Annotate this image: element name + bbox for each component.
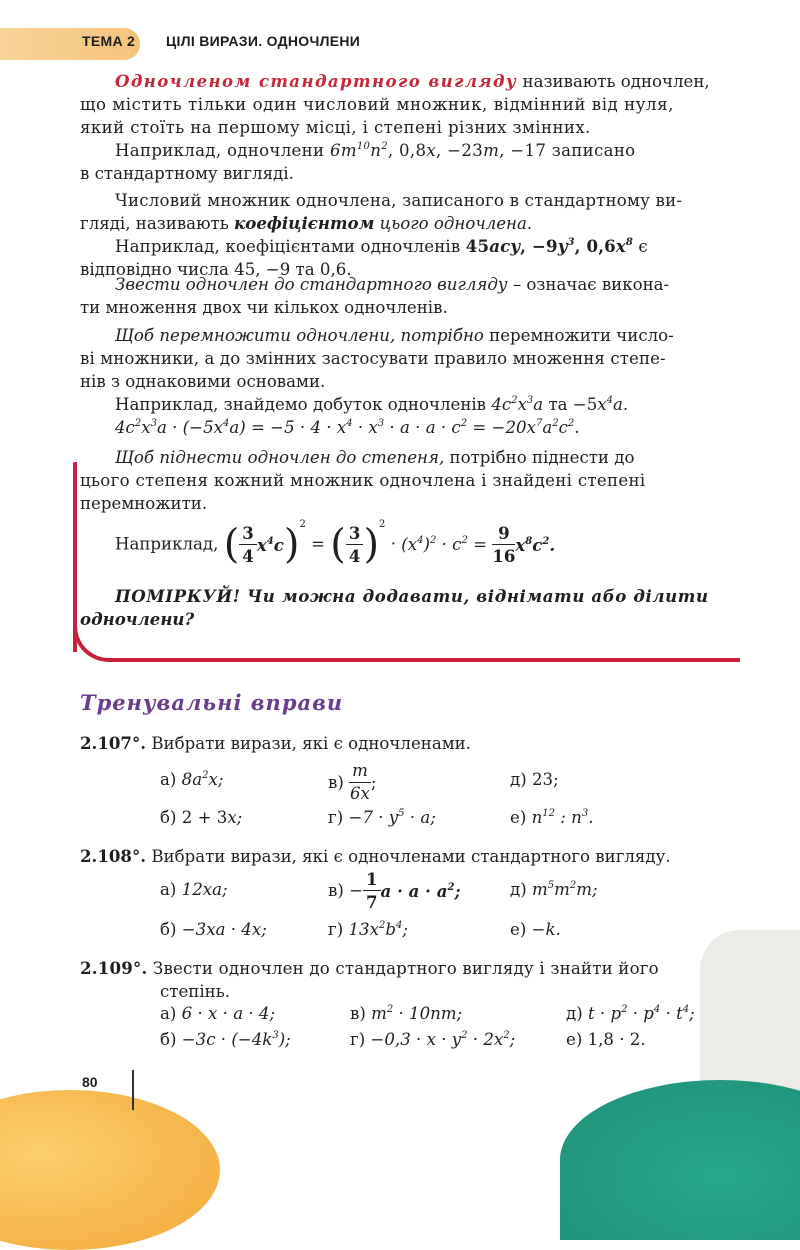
math: , 0,6 [574,236,616,256]
text: , −17 записано [499,141,636,160]
text-line: ти множення двох чи кількох одночленів. [80,298,448,317]
option: б) 2 + 3x; [160,808,243,827]
math: m [483,141,500,160]
text-line: що містить тільки один числовий множник, відмінний від нуля, [80,95,674,114]
text: Щоб піднести одночлен до степеня, [115,448,445,467]
math: $(x^4)^2 \cdot c^2$ = [401,534,493,554]
exercise-number: 2.107°. [80,733,147,753]
example-line [115,139,635,162]
option: в) $\frac{m}{6x}$ ; [328,761,377,803]
math: $x^4c$ [256,534,284,555]
decorative-blob-green [560,1080,800,1240]
exercise-number: 2.108°. [80,846,147,866]
exercise-text: Звести одночлен до стандартного вигляду і знайти його [152,959,659,978]
option: е) −k. [510,920,561,939]
text-line: в стандартному вигляді. [80,164,294,183]
option: е) 1,8 · 2. [566,1030,646,1049]
paren: ) [283,521,300,568]
text: Наприклад, знайдемо добуток одночленів [115,395,492,414]
math: $x^4a$. [597,395,629,414]
text: називають одночлен, [517,72,710,91]
accent-bar-bottom [130,658,740,662]
math: $6m^{10}n^2$ [329,141,388,160]
option: е) $n^{12}$ : $n^3$. [510,808,594,827]
option: д) $m^5m^2m$; [510,880,598,899]
think-question: ПОМІРКУЙ! Чи можна додавати, віднімати або ділити [115,586,709,606]
option: $б) -3c \cdot (-4k^3)$; [160,1030,291,1049]
math: 45 [465,236,490,256]
definition-term: Одночленом стандартного вигляду [115,71,518,91]
page-number: 80 [82,1074,98,1090]
exercise-text: Вибрати вирази, які є одночленами стандартного вигляду. [151,847,671,866]
text: Звести одночлен до стандартного вигляду [115,275,508,294]
exercise-2-108 [80,845,671,868]
option: $г) -0,3 \cdot x \cdot y^2 \cdot 2x^2$; [350,1030,516,1049]
option: а) $8a^2x$; [160,770,224,789]
exercise-2-107 [80,732,471,755]
math: $x^8c^2$. [515,534,556,555]
fraction: $\frac{9}{16}$ [492,523,516,566]
text-line [115,324,674,347]
exercise-number: 2.109°. [80,958,148,978]
paren: ( [330,521,346,568]
definition-line [115,70,710,93]
option: $г) -7 \cdot y^5 \cdot a$; [328,808,436,827]
paren: ( [223,521,240,568]
math: x [426,141,436,160]
text: Наприклад, [115,534,219,554]
page-divider [132,1070,134,1110]
text: Наприклад, одночлени [115,141,330,160]
text: цього одночлена. [374,214,533,233]
coefficient-term: коефіцієнтом [234,213,375,233]
math: $x^8$ [615,236,633,256]
exercise-text: Вибрати вирази, які є одночленами. [151,734,471,753]
example-line [115,235,648,258]
fraction: $\frac{m}{6x}$ [350,761,370,803]
option: б) −3xa · 4x; [160,920,267,939]
theme-title: ЦІЛІ ВИРАЗИ. ОДНОЧЛЕНИ [166,33,361,49]
math: , −9 [520,236,558,256]
text: – означає викона- [507,275,670,294]
text-line: цього степеня кожний множник одночлена і знайдені степені [80,471,646,490]
math: acy [489,236,521,256]
fraction: $\frac{3}{4}$ [346,522,364,567]
text: , 0,8 [387,141,427,160]
text-line [115,446,634,469]
text-line [80,212,532,235]
text-line: перемножити. [80,494,208,513]
option: а) 6 · x · a · 4; [160,1004,276,1023]
text-line: який стоїть на першому місці, і степені різних змінних. [80,118,591,137]
text-line [115,273,669,296]
text-line: відповідно числа 45, −9 та 0,6. [80,260,352,279]
math: $4c^2x^3a$ [491,395,544,414]
text: Наприклад, коефіцієнтами одночленів [115,237,466,256]
decorative-blob-yellow [0,1090,220,1250]
math-formula: $4c^2x^3a \cdot (-5x^4a) = -5 \cdot 4 \cdot x^4 \cdot x^3 \cdot a \cdot a \cdot c^2 = -20x^7a^2c^2$. [115,418,580,437]
theme-label: ТЕМА 2 [82,33,136,49]
text: гляді, називають [80,214,235,233]
section-title: Тренувальні вправи [80,690,344,715]
exercise-text-cont: степінь. [160,982,231,1001]
text: перемножити число- [483,326,674,345]
option: в) $m^2 \cdot 10nm$; [350,1004,463,1023]
text: є [633,237,648,256]
option: в) − $\frac{1}{7}$ $a \cdot a \cdot a^2$; [328,869,461,912]
exercise-2-109 [80,957,659,980]
option: г) $13x^2b^4$; [328,920,408,939]
think-question-cont: одночлени? [80,609,195,629]
fraction: $\frac{3}{4}$ [239,522,257,567]
text: потрібно піднести до [444,448,635,467]
text: Щоб перемножити одночлени, потрібно [115,326,484,345]
text: та −5 [543,395,598,414]
math: $y^3$ [557,236,575,256]
text-line: ві множники, а до змінних застосувати правило множення степе- [80,349,666,368]
text: , −23 [436,141,484,160]
example-formula: Наприклад, ( $\frac{3}{4}$ $x^4c)^2$ = ( $\frac{3}{4}$ )$^2 \cdot (x^4)^2 \cdot c^2$ = $\frac{9}{16}$ $x^8c^2$. [115,519,556,568]
formula-line [115,416,580,439]
text-line: Числовий множник одночлена, записаного в стандартному ви- [115,191,683,210]
example-line [115,393,628,416]
option: а) 12xa; [160,880,228,899]
option: д) $t \cdot p^2 \cdot p^4 \cdot t^4$; [566,1004,695,1023]
paren: ) [363,521,380,568]
fraction: $\frac{1}{7}$ [363,868,381,913]
text-line: нів з однаковими основами. [80,372,326,391]
option: д) 23; [510,770,559,789]
